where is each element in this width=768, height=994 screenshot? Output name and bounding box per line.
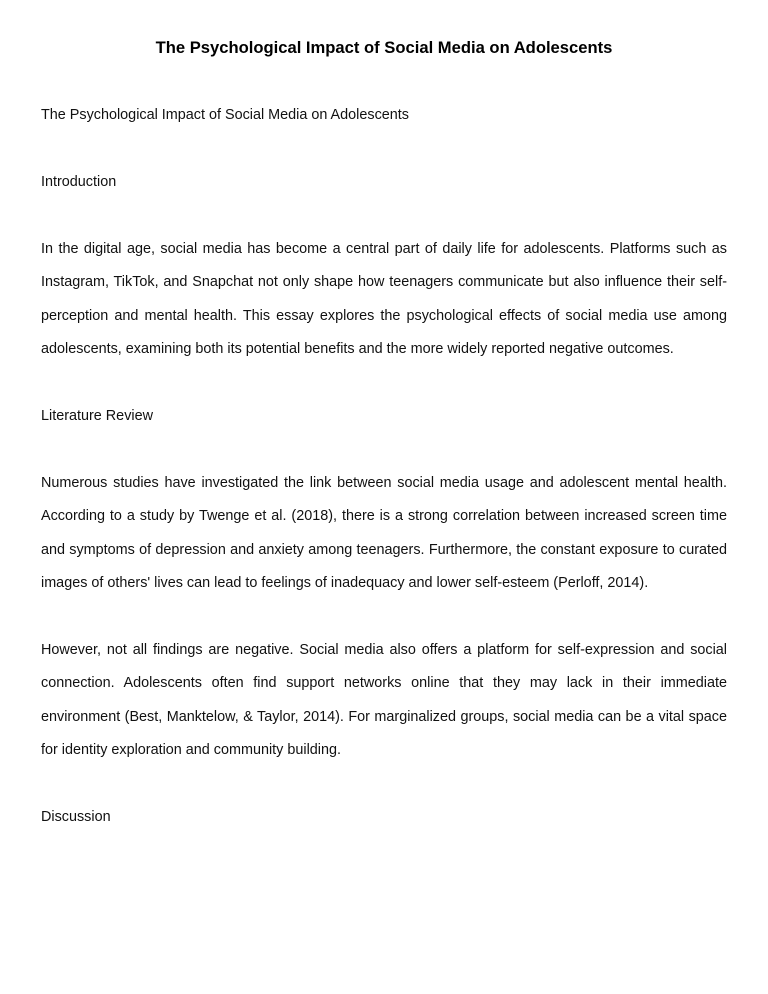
section-heading-introduction: Introduction xyxy=(41,174,117,191)
paragraph-introduction: In the digital age, social media has become a central part of daily life for adolescents. Platforms such as Instagram, TikTok, and Snapchat not only shape how teenagers communicate but also influence their self-perception and mental health. This essay explores the psychological effects of social media use among adolescents, examining both its potential benefits and the more widely reported negative outcomes. xyxy=(41,240,727,358)
section-heading-discussion: Discussion xyxy=(41,808,111,825)
section-heading-literature-review: Literature Review xyxy=(41,407,153,424)
document-title: The Psychological Impact of Social Media on Adolescents xyxy=(155,38,613,57)
paragraph-literature-review-2: However, not all findings are negative. Social media also offers a platform for self-expression and social connection. Adolescents often find support networks online that they may lack in their immediate environment (Best, Manktelow, & Taylor, 2014). For marginalized groups, social media can be a vital space for identity exploration and community building. xyxy=(41,641,727,758)
document-body xyxy=(41,99,727,867)
document-subtitle: The Psychological Impact of Social Media on Adolescents xyxy=(41,107,409,124)
paragraph-literature-review-1: Numerous studies have investigated the link between social media usage and adolescent mental health. According to a study by Twenge et al. (2018), there is a strong correlation between increased screen time and symptoms of depression and anxiety among teenagers. Furthermore, the constant exposure to curated images of others' lives can lead to feelings of inadequacy and lower self-esteem (Perloff, 2014). xyxy=(41,474,727,591)
